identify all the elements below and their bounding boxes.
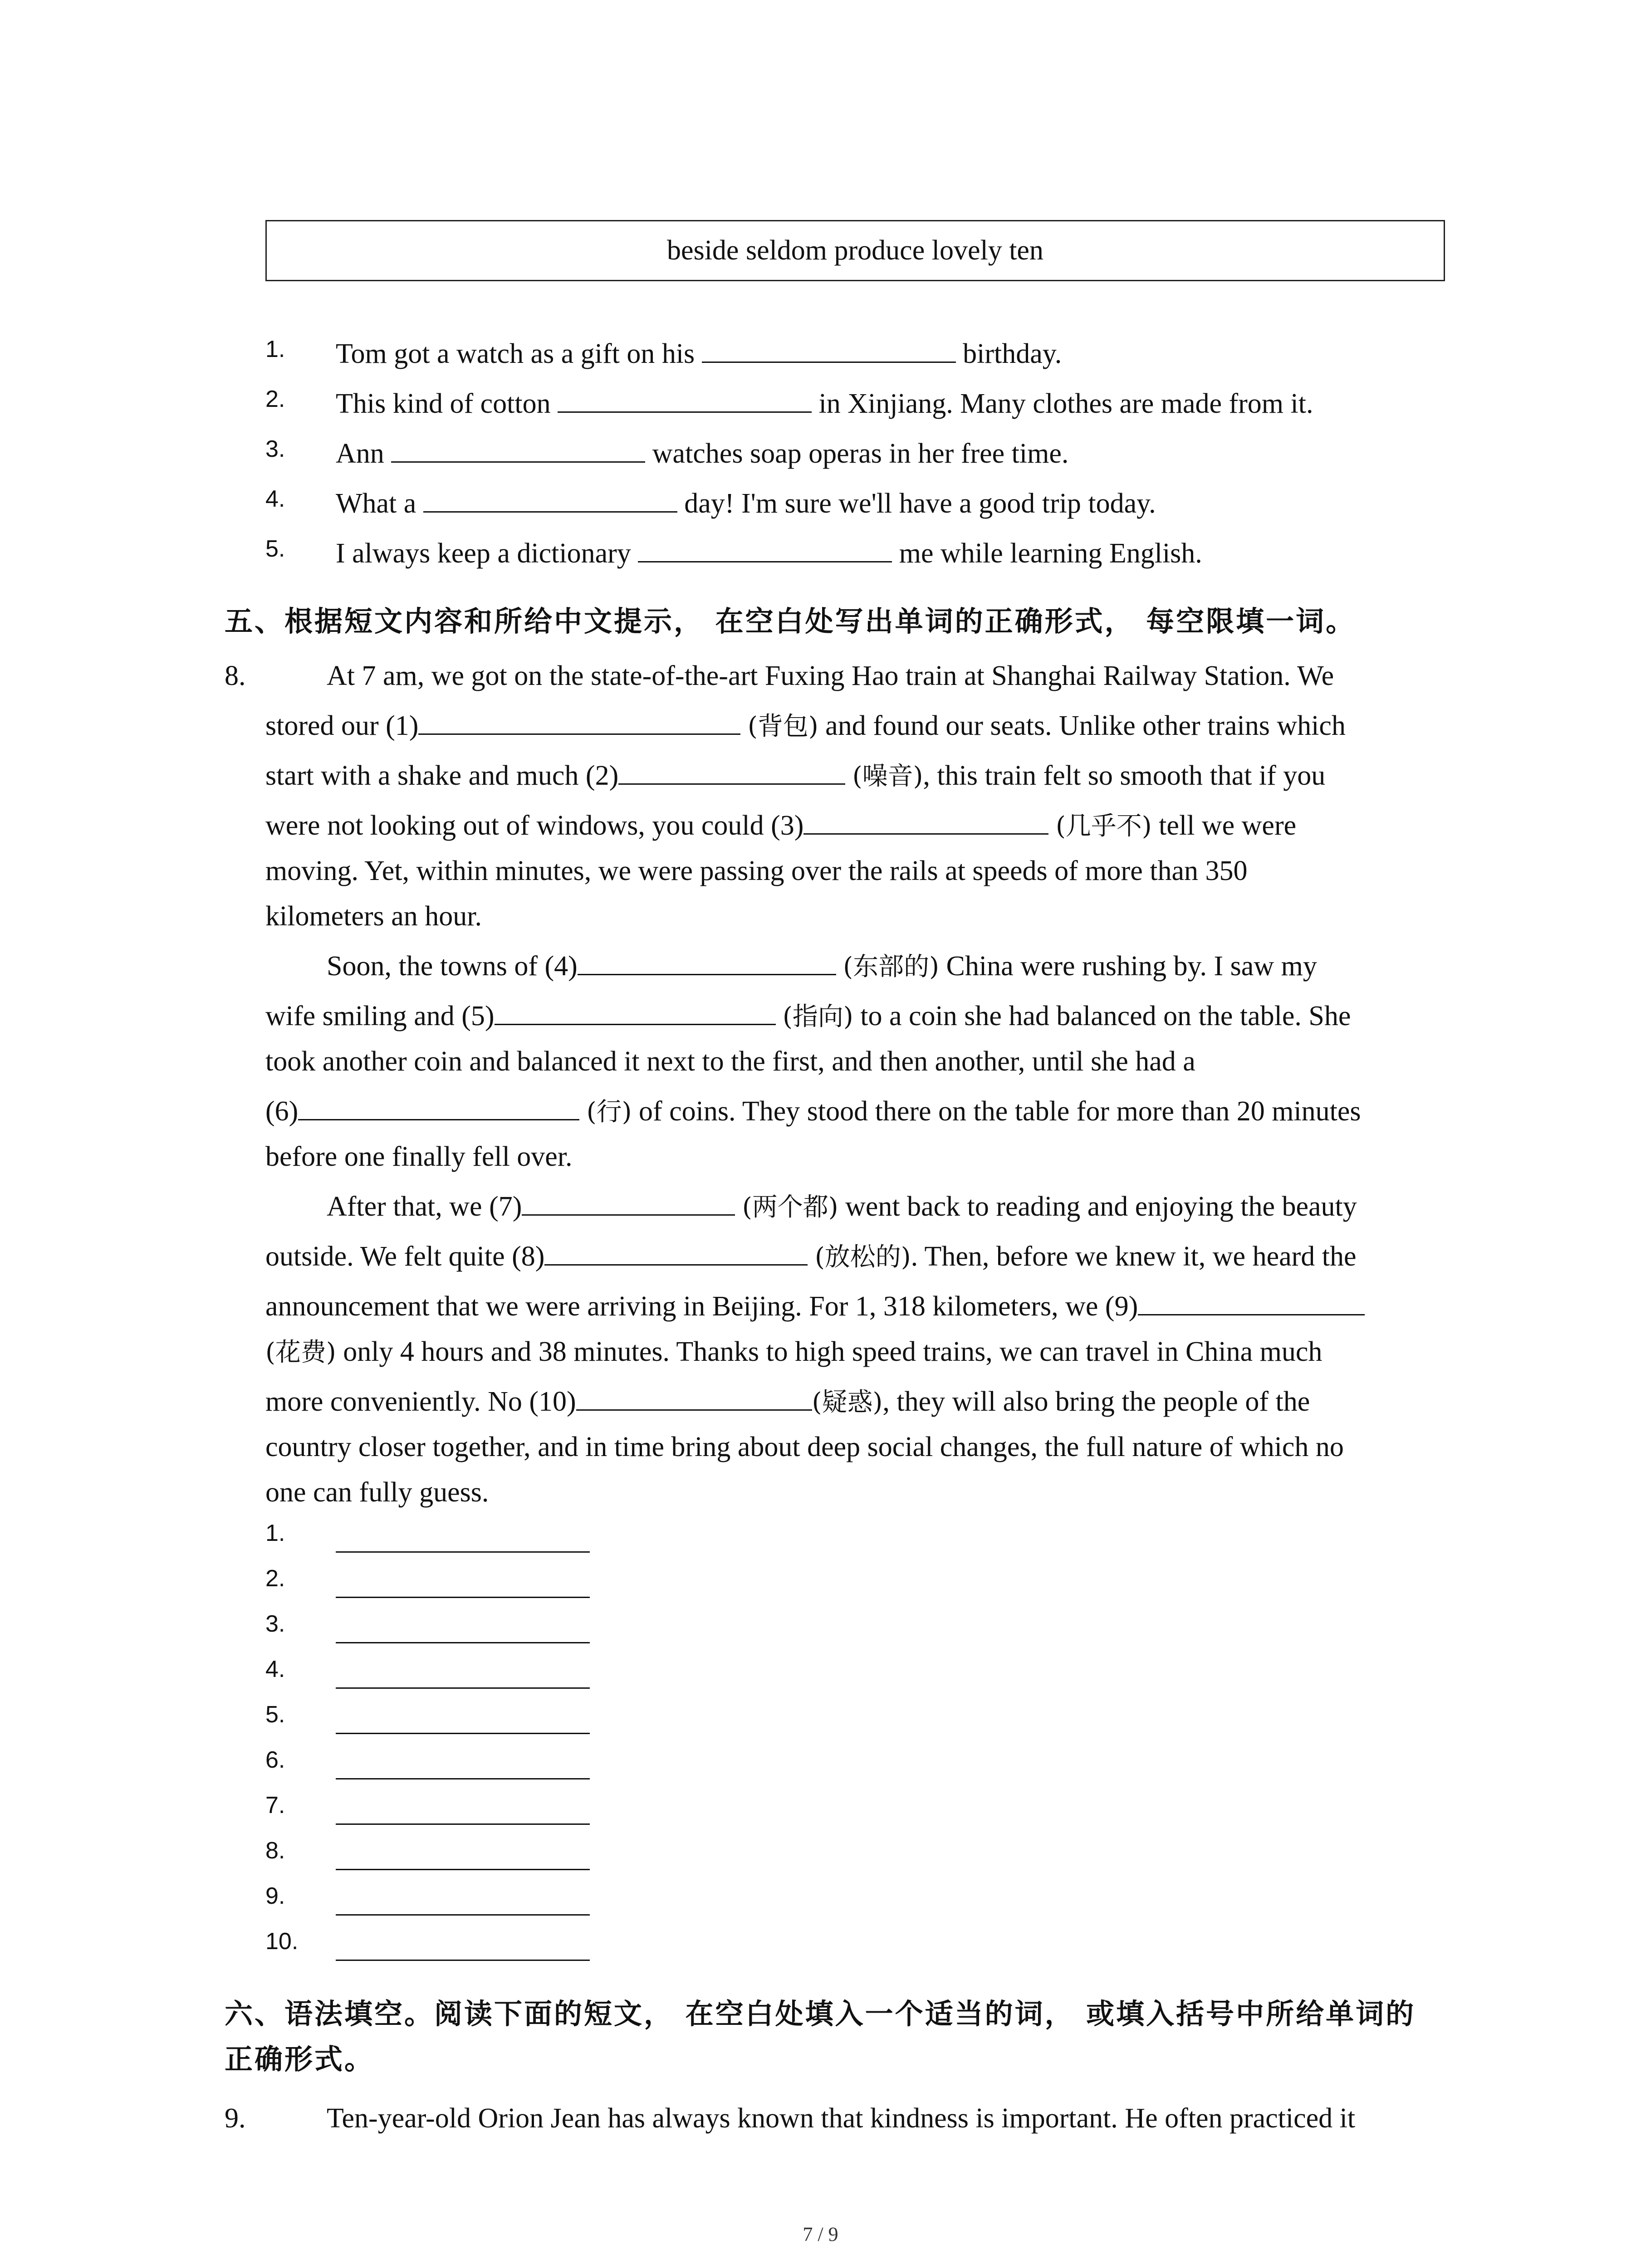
answer-blank-3[interactable] [803, 833, 1048, 835]
answer-line: 1. [265, 1520, 592, 1556]
answer-line: 5. [265, 1701, 592, 1737]
passage-line: one can fully guess. [265, 1477, 489, 1508]
answer-blank[interactable] [391, 461, 645, 463]
passage-line: (花费) only 4 hours and 38 minutes. Thanks to high speed trains, we can travel in China much [265, 1336, 1323, 1367]
answer-blank-6[interactable] [298, 1119, 579, 1120]
answer-rule[interactable] [336, 1733, 590, 1734]
answer-blank-5[interactable] [495, 1023, 776, 1025]
passage-line: stored our (1) (背包) and found our seats. Unlike other trains which [265, 710, 1346, 741]
answer-rule[interactable] [336, 1551, 590, 1553]
answer-line: 8. [265, 1837, 592, 1873]
passage-line: Soon, the towns of (4) (东部的) China were rushing by. I saw my [327, 951, 1317, 982]
passage-line: start with a shake and much (2) (噪音), this train felt so smooth that if you [265, 760, 1326, 791]
passage-line: kilometers an hour. [265, 901, 482, 932]
answer-rule[interactable] [336, 1597, 590, 1598]
question-number: 2. [265, 386, 285, 412]
worksheet-page: beside seldom produce lovely ten 1. Tom got a watch as a gift on his birthday. 2. This kind of cotton in Xinjiang. Many clothes are made from it. 3. Ann watches soap operas in her free time. 4. What a day! I'm sure we'll have a good trip today. 5. I always keep a dictionary me while learning English. 五、根据短文内容和所给中文提示， 在空白处写出单词的正确形式， 每空限填一词。 8. At 7 am, we got on the state-of-the-art Fuxing Hao train at Shanghai Railway Station. We stored our (1) (背包) and found our seats. Unlike other trains which start with a shake and much (2) (噪音), this train felt so smooth that if you were not looking out of windows, you could (3) (几乎不) tell we were moving. Yet, within minutes, we were passing over the rails at speeds of more than 350 kilometers an hour. Soon, the towns of (4) (东部的) China were rushing by. I saw my wife smiling and (5) (指向) to a coin she had balanced on the table. She took another coin and balanced it next to the first, and then another, until she had a (6) (行) of coins. They stood there on the table for more than 20 minutes before one finally fell over. After that, we (7) (两个都) went back to reading and enjoying the beauty outside. We felt quite (8) (放松的). Then, before we knew it, we heard the announcement that we were arriving in Beijing. For 1, 318 kilometers, we (9) (花费) only 4 hours and 38 minutes. Thanks to high speed trains, we can travel in China much more conveniently. No (10) (疑惑), they will also bring the people of the country closer together, and in time bring about deep social changes, the full nature of which no one can fully guess. 1. 2. 3. 4. 5. 6. 7. 8. 9. 10. 六、语法填空。阅读下面的短文， 在空白处填入一个适当的词， 或填入括号中所给单词的 正确形式。 9. Ten-year-old Orion Jean has always known that kindness is important. He often practiced it 7 / 9 [0, 0, 1641, 2268]
question-number: 3. [265, 436, 285, 462]
answer-rule[interactable] [336, 1960, 590, 1961]
passage-line: Ten-year-old Orion Jean has always known that kindness is important. He often practiced it [327, 2103, 1356, 2134]
passage-line: were not looking out of windows, you could (3) (几乎不) tell we were [265, 810, 1297, 841]
answer-rule[interactable] [336, 1642, 590, 1643]
answer-blank[interactable] [423, 511, 677, 513]
answer-rule[interactable] [336, 1869, 590, 1870]
passage-line: wife smiling and (5) (指向) to a coin she had balanced on the table. She [265, 1001, 1351, 1031]
section-6-heading-cont: 正确形式。 [225, 2043, 375, 2076]
question-number: 5. [265, 536, 285, 562]
item-number: 8. [225, 660, 246, 691]
answer-line: 3. [265, 1610, 592, 1647]
answer-blank[interactable] [558, 411, 812, 413]
answer-blank-8[interactable] [544, 1264, 808, 1266]
answer-line: 7. [265, 1792, 592, 1828]
passage-line: At 7 am, we got on the state-of-the-art Fuxing Hao train at Shanghai Railway Station. We [327, 660, 1334, 691]
answer-rule[interactable] [336, 1823, 590, 1825]
word-bank-text: beside seldom produce lovely ten [667, 235, 1043, 266]
answer-blank-7[interactable] [522, 1214, 735, 1216]
passage-line: (6) (行) of coins. They stood there on the table for more than 20 minutes [265, 1096, 1361, 1127]
passage-line: country closer together, and in time bring about deep social changes, the full nature of which no [265, 1432, 1344, 1462]
answer-line: 10. [265, 1928, 592, 1964]
passage-line: outside. We felt quite (8) (放松的). Then, before we knew it, we heard the [265, 1241, 1357, 1272]
answer-line: 4. [265, 1656, 592, 1692]
question-number: 4. [265, 486, 285, 512]
passage-line: more conveniently. No (10) (疑惑), they will also bring the people of the [265, 1386, 1310, 1417]
answer-blank-2[interactable] [618, 783, 845, 785]
passage-line: before one finally fell over. [265, 1141, 573, 1172]
word-bank-box [265, 220, 1445, 281]
section-5-heading: 五、根据短文内容和所给中文提示， 在空白处写出单词的正确形式， 每空限填一词。 [225, 605, 1356, 638]
question-number: 1. [265, 336, 285, 362]
section-6-heading: 六、语法填空。阅读下面的短文， 在空白处填入一个适当的词， 或填入括号中所给单词的 [225, 1997, 1416, 2030]
passage-line: After that, we (7) (两个都) went back to reading and enjoying the beauty [327, 1191, 1357, 1222]
answer-line: 9. [265, 1882, 592, 1919]
answer-blank-9[interactable] [1138, 1314, 1365, 1315]
answer-blank-4[interactable] [578, 973, 836, 975]
answer-blank-10[interactable] [576, 1409, 812, 1411]
passage-line: moving. Yet, within minutes, we were passing over the rails at speeds of more than 350 [265, 855, 1248, 886]
answer-blank[interactable] [702, 361, 956, 363]
page-number: 7 / 9 [803, 2223, 838, 2245]
answer-rule[interactable] [336, 1914, 590, 1916]
answer-line: 2. [265, 1565, 592, 1601]
passage-line: took another coin and balanced it next to the first, and then another, until she had a [265, 1046, 1195, 1077]
passage-line: announcement that we were arriving in Beijing. For 1, 318 kilometers, we (9) [265, 1288, 1365, 1325]
answer-blank[interactable] [638, 561, 892, 562]
answer-rule[interactable] [336, 1687, 590, 1689]
answer-rule[interactable] [336, 1778, 590, 1779]
item-number: 9. [225, 2103, 246, 2134]
answer-line: 6. [265, 1746, 592, 1783]
answer-blank-1[interactable] [418, 733, 740, 735]
